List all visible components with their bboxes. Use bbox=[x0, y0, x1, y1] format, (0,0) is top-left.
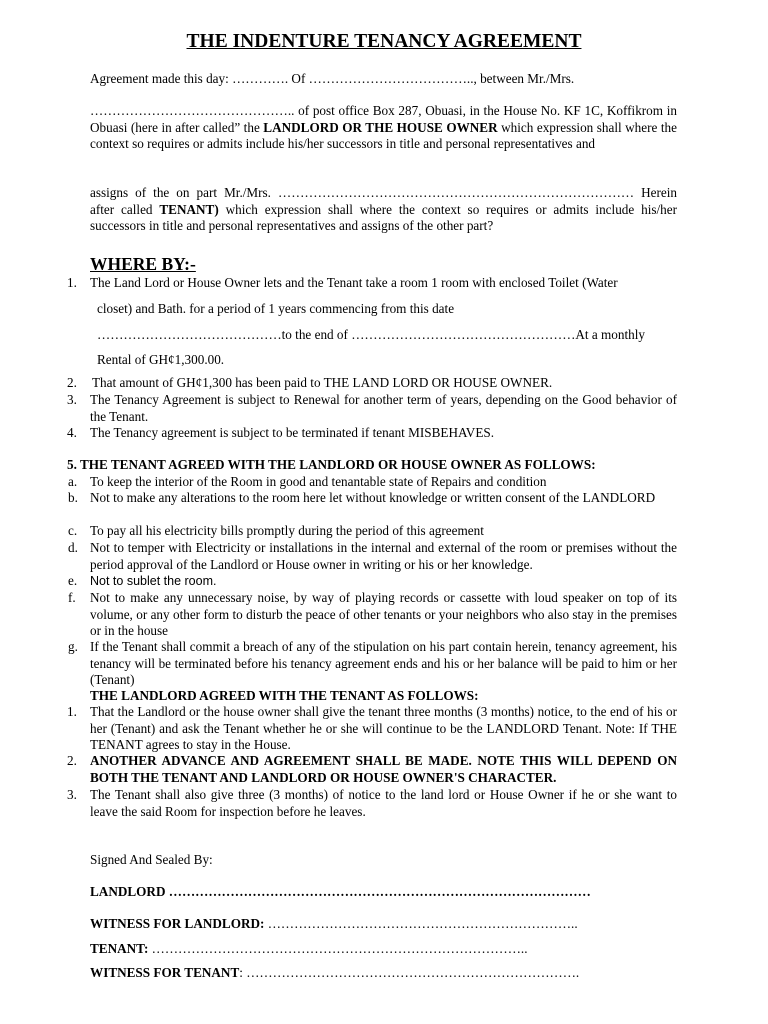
item-number: 2. bbox=[67, 753, 77, 768]
item-text: ANOTHER ADVANCE AND AGREEMENT SHALL BE MADE. NOTE THIS WILL DEPEND ON BOTH THE TENANT AND LANDLORD OR HOUSE OWNER'S CHARACTER. bbox=[90, 753, 677, 785]
clause-text: Rental of GH¢1,300.00. bbox=[97, 352, 225, 367]
item-letter: f. bbox=[68, 590, 76, 605]
item-letter: b. bbox=[68, 490, 78, 505]
clause-number: 2. bbox=[67, 375, 77, 390]
item-text: Not to make any alterations to the room here let without knowledge or written consent of the LANDLORD bbox=[90, 490, 656, 505]
clause-text: ……………………………………to the end of ……………………………………………At a monthly bbox=[97, 327, 645, 342]
intro-tenant-text: assigns of the on part Mr./Mrs. ……………………………………………………………………… Herein after called bbox=[90, 185, 677, 217]
witness-tenant-label: WITNESS FOR TENANT bbox=[90, 965, 240, 980]
signature-dots: …………………………………………………………………………………… bbox=[165, 884, 591, 899]
landlord-obligations-heading: THE LANDLORD AGREED WITH THE TENANT AS FOLLOWS: bbox=[90, 688, 479, 703]
tenant-signature-line bbox=[90, 941, 630, 958]
tenant-obligations-heading: 5. THE TENANT AGREED WITH THE LANDLORD OR HOUSE OWNER AS FOLLOWS: bbox=[67, 457, 596, 472]
clause-text: closet) and Bath. for a period of 1 years commencing from this date bbox=[97, 301, 455, 316]
tenant-label: TENANT: bbox=[90, 941, 149, 956]
item-letter: e. bbox=[68, 573, 78, 588]
item-text: To pay all his electricity bills promptly during the period of this agreement bbox=[90, 523, 484, 538]
item-text: Not to sublet the room. bbox=[90, 574, 217, 588]
item-text: To keep the interior of the Room in good and tenantable state of Repairs and condition bbox=[90, 474, 547, 489]
intro-tenant-text-rest: which expression shall where the context so requires or admits include his/her successors in title and personal representatives and assigns of the other part? bbox=[90, 201, 677, 233]
item-text: That the Landlord or the house owner shall give the tenant three months (3 months) notice, to the end of his or her (Tenant) and ask the Tenant whether he or she will continue to be the LANDLORD Tenant. Note: If THE TENANT agrees to stay in the House. bbox=[90, 704, 677, 752]
item-letter: a. bbox=[68, 474, 78, 489]
witness-landlord-signature-line bbox=[90, 916, 630, 933]
clause-text: The Land Lord or House Owner lets and the Tenant take a room 1 room with enclosed Toilet (Water bbox=[90, 275, 618, 290]
intro-line: Agreement made this day: …………. Of ……………………………….., between Mr./Mrs. bbox=[90, 71, 575, 86]
signature-dots: ………………………………………………………………………….. bbox=[148, 941, 528, 956]
landlord-term: LANDLORD OR THE HOUSE OWNER bbox=[263, 119, 498, 135]
clause-text: The Tenancy agreement is subject to be terminated if tenant MISBEHAVES. bbox=[90, 425, 494, 440]
signed-label: Signed And Sealed By: bbox=[90, 852, 213, 867]
item-text: If the Tenant shall commit a breach of any of the stipulation on his part contain herein, tenancy agreement, his tenancy will be terminated before his tenancy agreement ends and his or her balance will be paid to him or her (Tenant) bbox=[90, 639, 677, 687]
item-text: The Tenant shall also give three (3 months) of notice to the land lord or House Owner if he or she want to leave the said Room for inspection before he leaves. bbox=[90, 787, 677, 819]
clause-number: 4. bbox=[67, 425, 77, 440]
where-by-heading: WHERE BY:- bbox=[90, 254, 196, 274]
signature-dots: : …………………………………………………………………. bbox=[239, 965, 580, 980]
item-text: Not to temper with Electricity or installations in the internal and external of the room or premises without the period approval of the Landlord or House owner in writing or his or her knowledge. bbox=[90, 540, 677, 572]
clause-number: 3. bbox=[67, 392, 77, 407]
clause-text: That amount of GH¢1,300 has been paid to THE LAND LORD OR HOUSE OWNER. bbox=[92, 375, 553, 390]
intro-landlord-paragraph bbox=[90, 103, 677, 153]
item-number: 1. bbox=[67, 704, 77, 719]
item-letter: g. bbox=[68, 639, 78, 654]
intro-landlord-text: ……………………………………….. of post office Box 287, Obuasi, in the House No. KF 1C, Koffikrom in Obuasi (here in after called” the bbox=[90, 103, 677, 135]
witness-tenant-signature-line bbox=[90, 965, 630, 982]
item-letter: d. bbox=[68, 540, 78, 555]
item-number: 3. bbox=[67, 787, 77, 802]
document-title: THE INDENTURE TENANCY AGREEMENT bbox=[186, 31, 582, 52]
signature-dots: …………………………………………………………….. bbox=[264, 916, 578, 931]
landlord-label: LANDLORD bbox=[90, 884, 166, 899]
item-letter: c. bbox=[68, 523, 78, 538]
intro-tenant-paragraph bbox=[90, 185, 677, 235]
clause-text: The Tenancy Agreement is subject to Renewal for another term of years, depending on the Good behavior of the Tenant. bbox=[90, 392, 677, 424]
witness-landlord-label: WITNESS FOR LANDLORD: bbox=[90, 916, 265, 931]
intro-landlord-text-rest: which expression shall where the context so requires or admits include his/her successors in title and personal representatives and bbox=[90, 119, 677, 151]
item-text: Not to make any unnecessary noise, by way of playing records or cassette with loud speaker on top of its volume, or any other form to disturb the peace of other tenants or your neighbors who also stay in the premises or in the house bbox=[90, 590, 677, 638]
landlord-signature-line bbox=[90, 884, 630, 901]
clause-number: 1. bbox=[67, 275, 77, 290]
tenant-term: TENANT) bbox=[159, 201, 219, 217]
